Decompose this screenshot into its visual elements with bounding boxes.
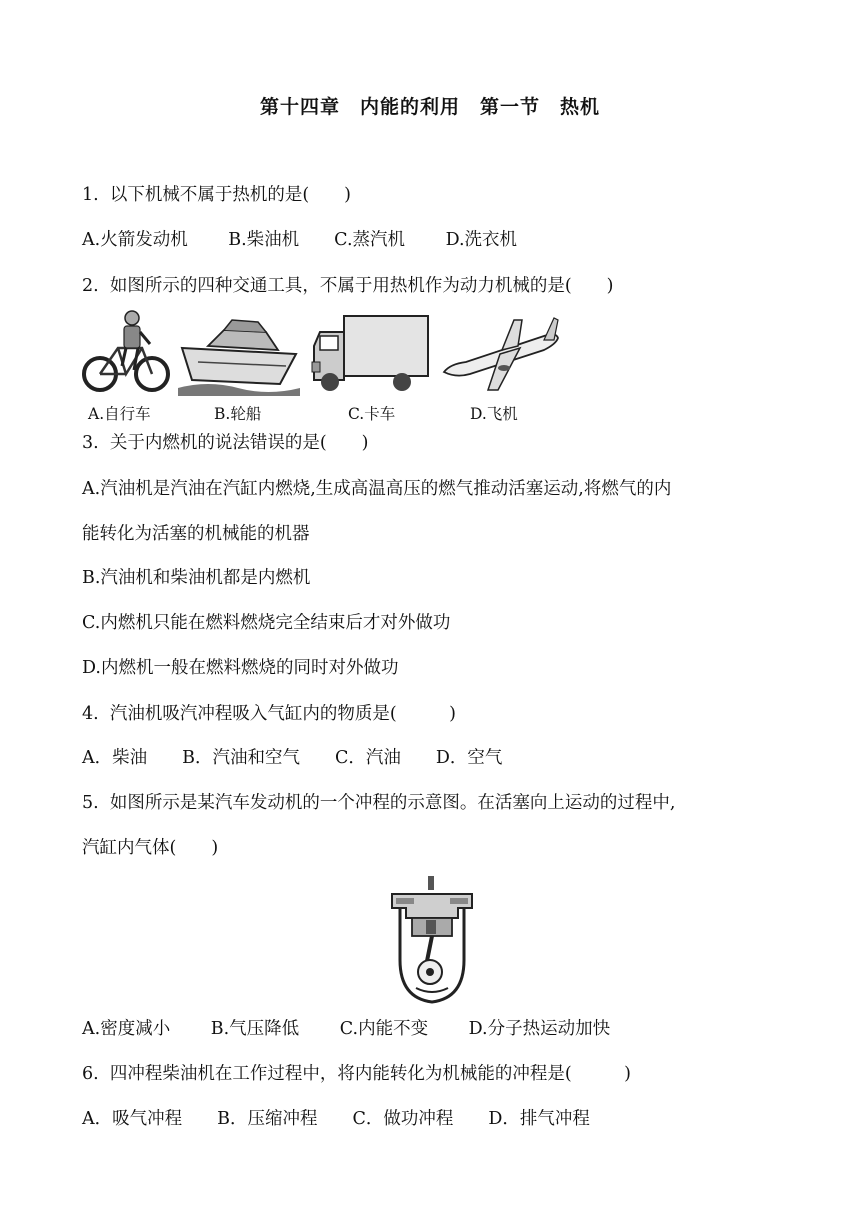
question-3-stem: 3. 关于内燃机的说法错误的是( ) [82,433,369,453]
question-1-options: A.火箭发动机 B.柴油机 C.蒸汽机 D.洗衣机 [82,230,518,250]
question-4-options: A．柴油 B．汽油和空气 C．汽油 D．空气 [82,748,503,768]
caption-truck: C.卡车 [348,405,396,423]
vehicle-figure-row [80,310,560,425]
question-6-stem: 6. 四冲程柴油机在工作过程中，将内能转化为机械能的冲程是( ) [82,1064,631,1084]
question-1-stem: 1. 以下机械不属于热机的是( ) [82,185,351,205]
question-5-options: A.密度减小 B.气压降低 C.内能不变 D.分子热运动加快 [82,1019,611,1039]
truck-icon [310,310,432,396]
question-2-stem: 2. 如图所示的四种交通工具，不属于用热机作为动力机械的是( ) [82,276,614,296]
question-3-option-b: B.汽油机和柴油机都是内燃机 [82,568,311,588]
caption-airplane: D.飞机 [470,405,518,423]
ship-icon [178,310,300,396]
question-5-stem-line1: 5. 如图所示是某汽车发动机的一个冲程的示意图。在活塞向上运动的过程中, [82,793,676,813]
engine-diagram-icon [384,874,480,1008]
caption-ship: B.轮船 [214,405,262,423]
airplane-icon [440,310,560,396]
bicycle-icon [82,310,170,396]
question-3-option-a-line2: 能转化为活塞的机械能的机器 [82,524,310,544]
page-title: 第十四章 内能的利用 第一节 热机 [259,96,600,118]
question-6-options: A．吸气冲程 B．压缩冲程 C．做功冲程 D．排气冲程 [82,1109,590,1129]
question-3-option-c: C.内燃机只能在燃料燃烧完全结束后才对外做功 [82,613,451,633]
question-3-option-a-line1: A.汽油机是汽油在汽缸内燃烧,生成高温高压的燃气推动活塞运动,将燃气的内 [82,479,672,499]
question-3-option-d: D.内燃机一般在燃料燃烧的同时对外做功 [82,658,399,678]
question-5-stem-line2: 汽缸内气体( ) [82,838,219,858]
caption-bicycle: A.自行车 [88,405,151,423]
question-4-stem: 4. 汽油机吸汽冲程吸入气缸内的物质是( ) [82,704,456,724]
